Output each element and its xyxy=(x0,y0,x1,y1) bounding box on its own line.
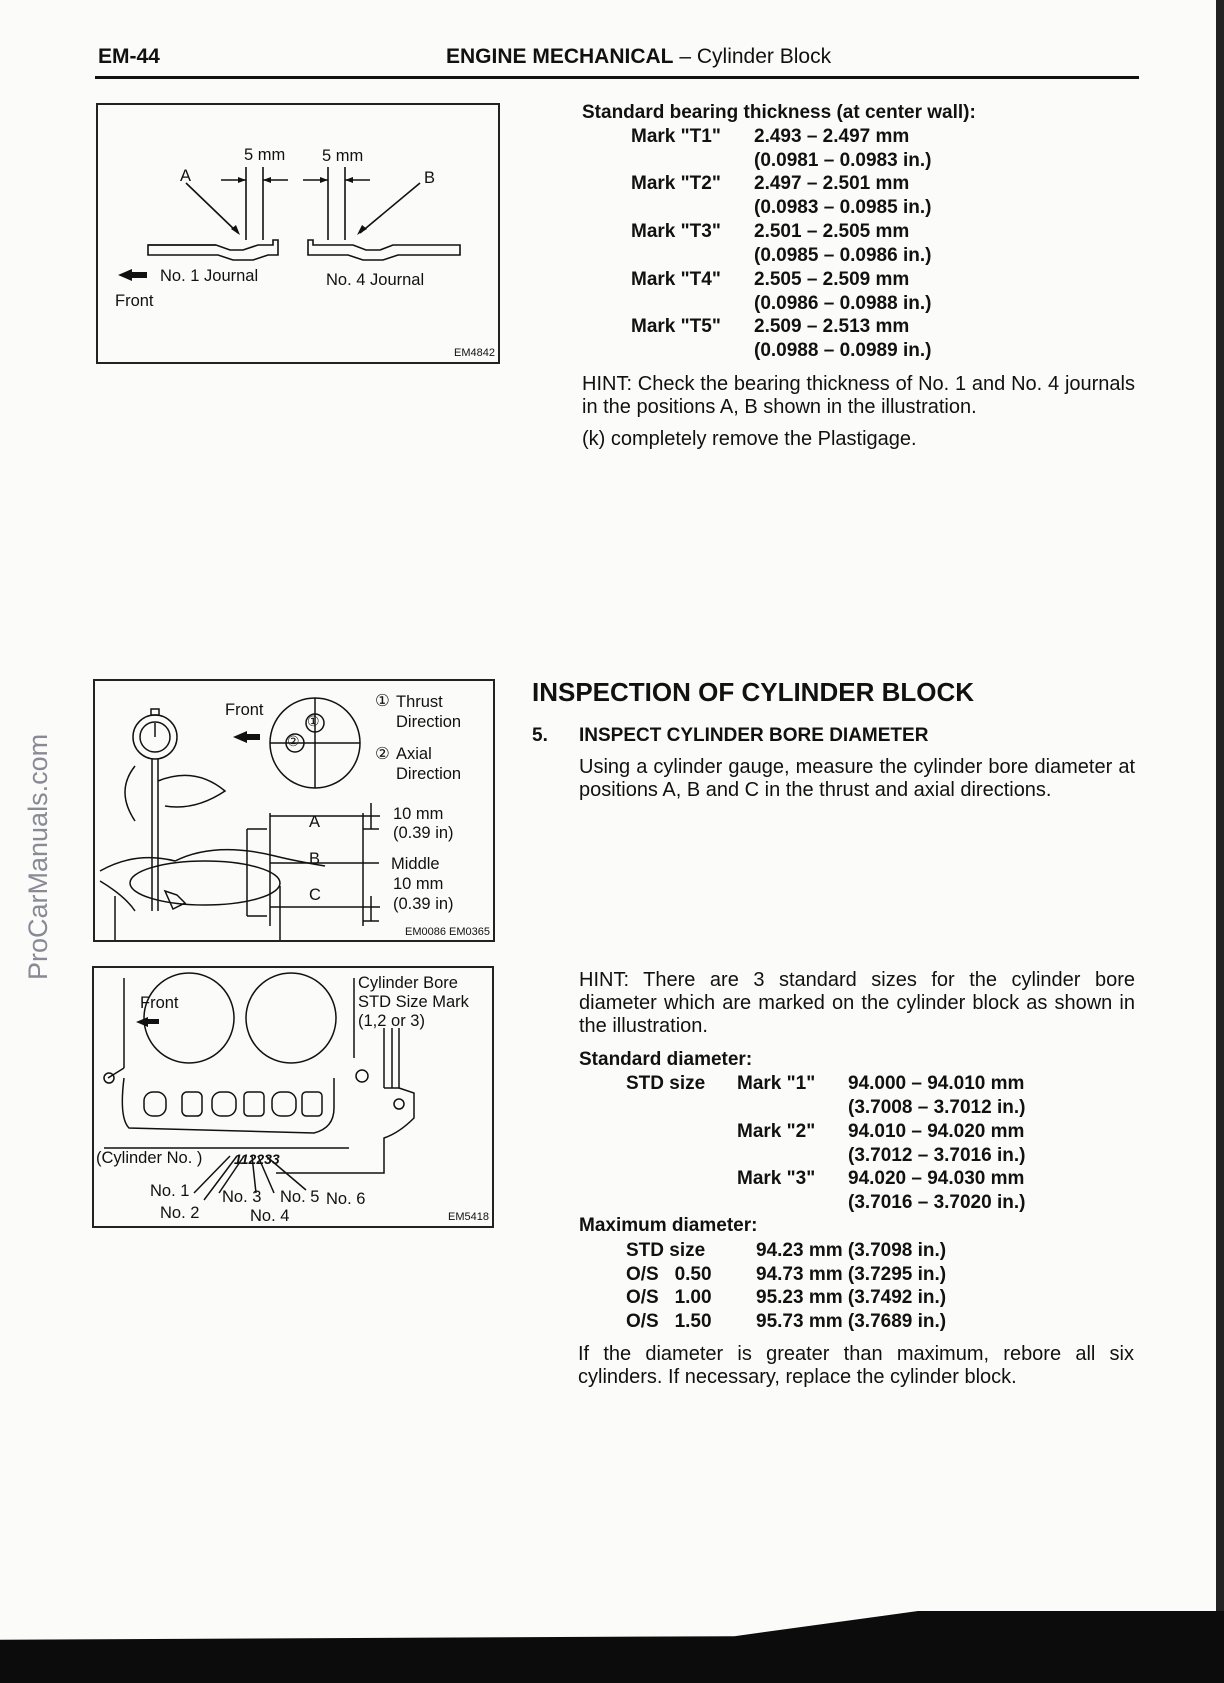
figure-code: EM4842 xyxy=(454,347,495,359)
bore-hint: HINT: There are 3 standard sizes for the cylinder bore diameter which are marked on the cylinder block as shown in the illustration. xyxy=(579,969,1135,1037)
diameter-in: (3.7012 – 3.7016 in.) xyxy=(848,1145,1026,1166)
step-number: 5. xyxy=(532,725,548,746)
diameter-mark: Mark "2" xyxy=(737,1121,816,1142)
bearing-in: (0.0986 – 0.0988 in.) xyxy=(754,293,932,314)
figure-std-size-mark xyxy=(92,966,494,1228)
diameter-in: (3.7008 – 3.7012 in.) xyxy=(848,1097,1026,1118)
journal4-label: No. 4 Journal xyxy=(326,271,425,289)
cylinder-no4: No. 4 xyxy=(250,1207,290,1225)
point-a-label: A xyxy=(180,167,192,185)
bottom-offset-in: (0.39 in) xyxy=(393,895,454,913)
position-b: B xyxy=(309,850,321,868)
page-title xyxy=(446,45,831,69)
diameter-mark: Mark "3" xyxy=(737,1168,816,1189)
thrust-label: Thrust xyxy=(396,693,443,711)
top-offset-in: (0.39 in) xyxy=(393,824,454,842)
bearing-mark: Mark "T2" xyxy=(631,173,721,194)
circle-1-marker: ① xyxy=(307,713,320,729)
figure-bearing-positions xyxy=(96,103,500,364)
header-rule xyxy=(95,76,1139,79)
figure-bearing-drawing xyxy=(98,105,498,362)
std-mark-title-3: (1,2 or 3) xyxy=(358,1012,425,1030)
middle-label: Middle xyxy=(391,855,440,873)
max-size: O/S 1.00 xyxy=(626,1287,712,1308)
max-size: STD size xyxy=(626,1240,706,1261)
diameter-mm: 94.010 – 94.020 mm xyxy=(848,1121,1025,1142)
cylinder-no3: No. 3 xyxy=(222,1188,262,1206)
axial-number: ② xyxy=(375,745,390,763)
bearing-mm: 2.509 – 2.513 mm xyxy=(754,316,910,337)
position-a: A xyxy=(309,813,321,831)
diameter-mark: Mark "1" xyxy=(737,1073,816,1094)
bottom-offset-mm: 10 mm xyxy=(393,875,444,893)
std-size-label: STD size xyxy=(626,1073,706,1094)
cylinder-no6: No. 6 xyxy=(326,1190,366,1208)
step-body: Using a cylinder gauge, measure the cylinder bore diameter at positions A, B and C in the thrust and axial directions. xyxy=(579,756,1135,801)
max-size: O/S 1.50 xyxy=(626,1311,712,1332)
bearing-in: (0.0988 – 0.0989 in.) xyxy=(754,340,932,361)
bearing-mark: Mark "T1" xyxy=(631,126,721,147)
max-value: 95.23 mm (3.7492 in.) xyxy=(756,1287,947,1308)
step-title: INSPECT CYLINDER BORE DIAMETER xyxy=(579,725,929,746)
scan-edge-bottom xyxy=(0,1611,1224,1683)
cylinder-no1: No. 1 xyxy=(150,1182,190,1200)
subsection-title: – Cylinder Block xyxy=(679,45,832,68)
bearing-in: (0.0983 – 0.0985 in.) xyxy=(754,197,932,218)
figure-code: EM5418 xyxy=(448,1211,489,1223)
thrust-label-2: Direction xyxy=(396,713,462,731)
size-marks: 112233 xyxy=(234,1151,280,1167)
bearing-mm: 2.493 – 2.497 mm xyxy=(754,126,910,147)
position-c: C xyxy=(309,886,321,904)
bearing-title: Standard bearing thickness (at center wall): xyxy=(582,102,976,123)
std-mark-title-1: Cylinder Bore xyxy=(358,974,458,992)
axial-label: Axial xyxy=(396,745,432,763)
max-value: 94.73 mm (3.7295 in.) xyxy=(756,1264,947,1285)
journal1-label: No. 1 Journal xyxy=(160,267,259,285)
bearing-in: (0.0985 – 0.0986 in.) xyxy=(754,245,932,266)
bearing-mm: 2.505 – 2.509 mm xyxy=(754,269,910,290)
block-front-label: Front xyxy=(140,994,179,1012)
figure-code: EM0086 EM0365 xyxy=(405,926,490,938)
point-b-label: B xyxy=(424,169,436,187)
bearing-in: (0.0981 – 0.0983 in.) xyxy=(754,150,932,171)
cylinder-number-label: (Cylinder No. ) xyxy=(96,1149,203,1167)
bearing-mark: Mark "T3" xyxy=(631,221,721,242)
diameter-mm: 94.000 – 94.010 mm xyxy=(848,1073,1025,1094)
bearing-hint: HINT: Check the bearing thickness of No. 1 and No. 4 journals in the positions A, B shown in the illustration. xyxy=(582,373,1135,418)
bearing-mark: Mark "T4" xyxy=(631,269,721,290)
bearing-mark: Mark "T5" xyxy=(631,316,721,337)
watermark: ProCarManuals.com xyxy=(23,733,53,980)
front-label: Front xyxy=(115,292,154,310)
figure-cylinder-gauge xyxy=(93,679,495,942)
circle-2-marker: ② xyxy=(287,733,300,749)
max-diameter-title: Maximum diameter: xyxy=(579,1215,758,1236)
bearing-mm: 2.497 – 2.501 mm xyxy=(754,173,910,194)
step-k: (k) completely remove the Plastigage. xyxy=(582,428,917,450)
scan-edge-right xyxy=(1216,0,1224,1683)
rebore-note: If the diameter is greater than maximum, rebore all six cylinders. If necessary, replace the cylinder block. xyxy=(578,1343,1134,1388)
thrust-number: ① xyxy=(375,692,390,710)
diameter-in: (3.7016 – 3.7020 in.) xyxy=(848,1192,1026,1213)
std-diameter-title: Standard diameter: xyxy=(579,1049,753,1070)
dim-b-label: 5 mm xyxy=(322,147,364,165)
max-value: 95.73 mm (3.7689 in.) xyxy=(756,1311,947,1332)
cylinder-no5: No. 5 xyxy=(280,1188,320,1206)
diameter-mm: 94.020 – 94.030 mm xyxy=(848,1168,1025,1189)
section-heading: INSPECTION OF CYLINDER BLOCK xyxy=(532,677,975,707)
axial-label-2: Direction xyxy=(396,765,462,783)
cylinder-no2: No. 2 xyxy=(160,1204,200,1222)
top-offset-mm: 10 mm xyxy=(393,805,444,823)
std-mark-title-2: STD Size Mark xyxy=(358,993,469,1011)
dim-a-label: 5 mm xyxy=(244,146,286,164)
max-size: O/S 0.50 xyxy=(626,1264,712,1285)
section-title: ENGINE MECHANICAL xyxy=(446,45,674,68)
bearing-mm: 2.501 – 2.505 mm xyxy=(754,221,910,242)
page-code: EM-44 xyxy=(98,45,160,68)
max-value: 94.23 mm (3.7098 in.) xyxy=(756,1240,947,1261)
gauge-front-label: Front xyxy=(225,701,264,719)
